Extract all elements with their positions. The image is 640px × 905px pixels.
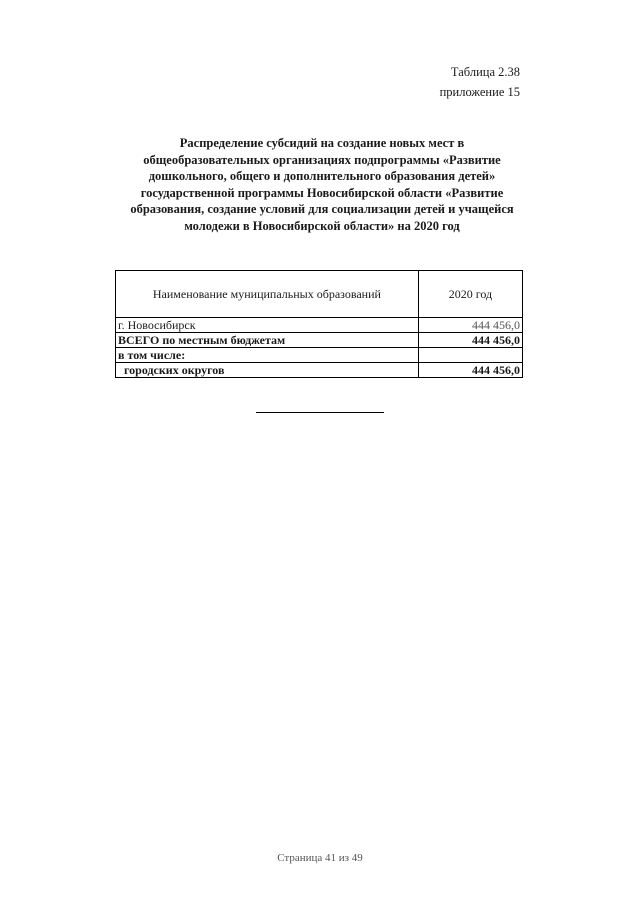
table-number-label: Таблица 2.38 [450,65,520,79]
header-municipality: Наименование муниципальных образований [116,271,419,318]
row-name: в том числе: [116,348,419,363]
page-number: Страница 41 из 49 [277,852,363,864]
row-name: городских округов [116,363,419,378]
table-row-total [116,333,523,348]
document-title [110,135,534,234]
title-line: Распределение субсидий на создание новых мест в [179,136,465,150]
title-line: молодежи в Новосибирской области» на 2020 год [184,218,460,233]
table-row-including [116,348,523,363]
title-line: образования, создание условий для социализации детей и учащейся [130,202,514,216]
header-year: 2020 год [418,271,522,318]
title-line: общеобразовательных организациях подпрограммы «Развитие [143,152,501,167]
row-value: 444 456,0 [418,318,522,333]
table-row [116,318,523,333]
row-value: 444 456,0 [418,333,522,348]
subsidy-table [115,270,523,378]
row-name: ВСЕГО по местным бюджетам [116,333,419,348]
table-header-row [116,271,523,318]
row-value [418,348,522,363]
title-line: дошкольного, общего и дополнительного образования детей» [148,169,496,183]
table-row-urban-districts [116,363,523,378]
row-value: 444 456,0 [418,363,522,378]
end-divider [256,412,384,413]
row-name: г. Новосибирск [116,318,419,333]
title-line: государственной программы Новосибирской области «Развитие [140,185,504,200]
appendix-label: приложение 15 [439,85,520,99]
header-labels [440,62,520,102]
